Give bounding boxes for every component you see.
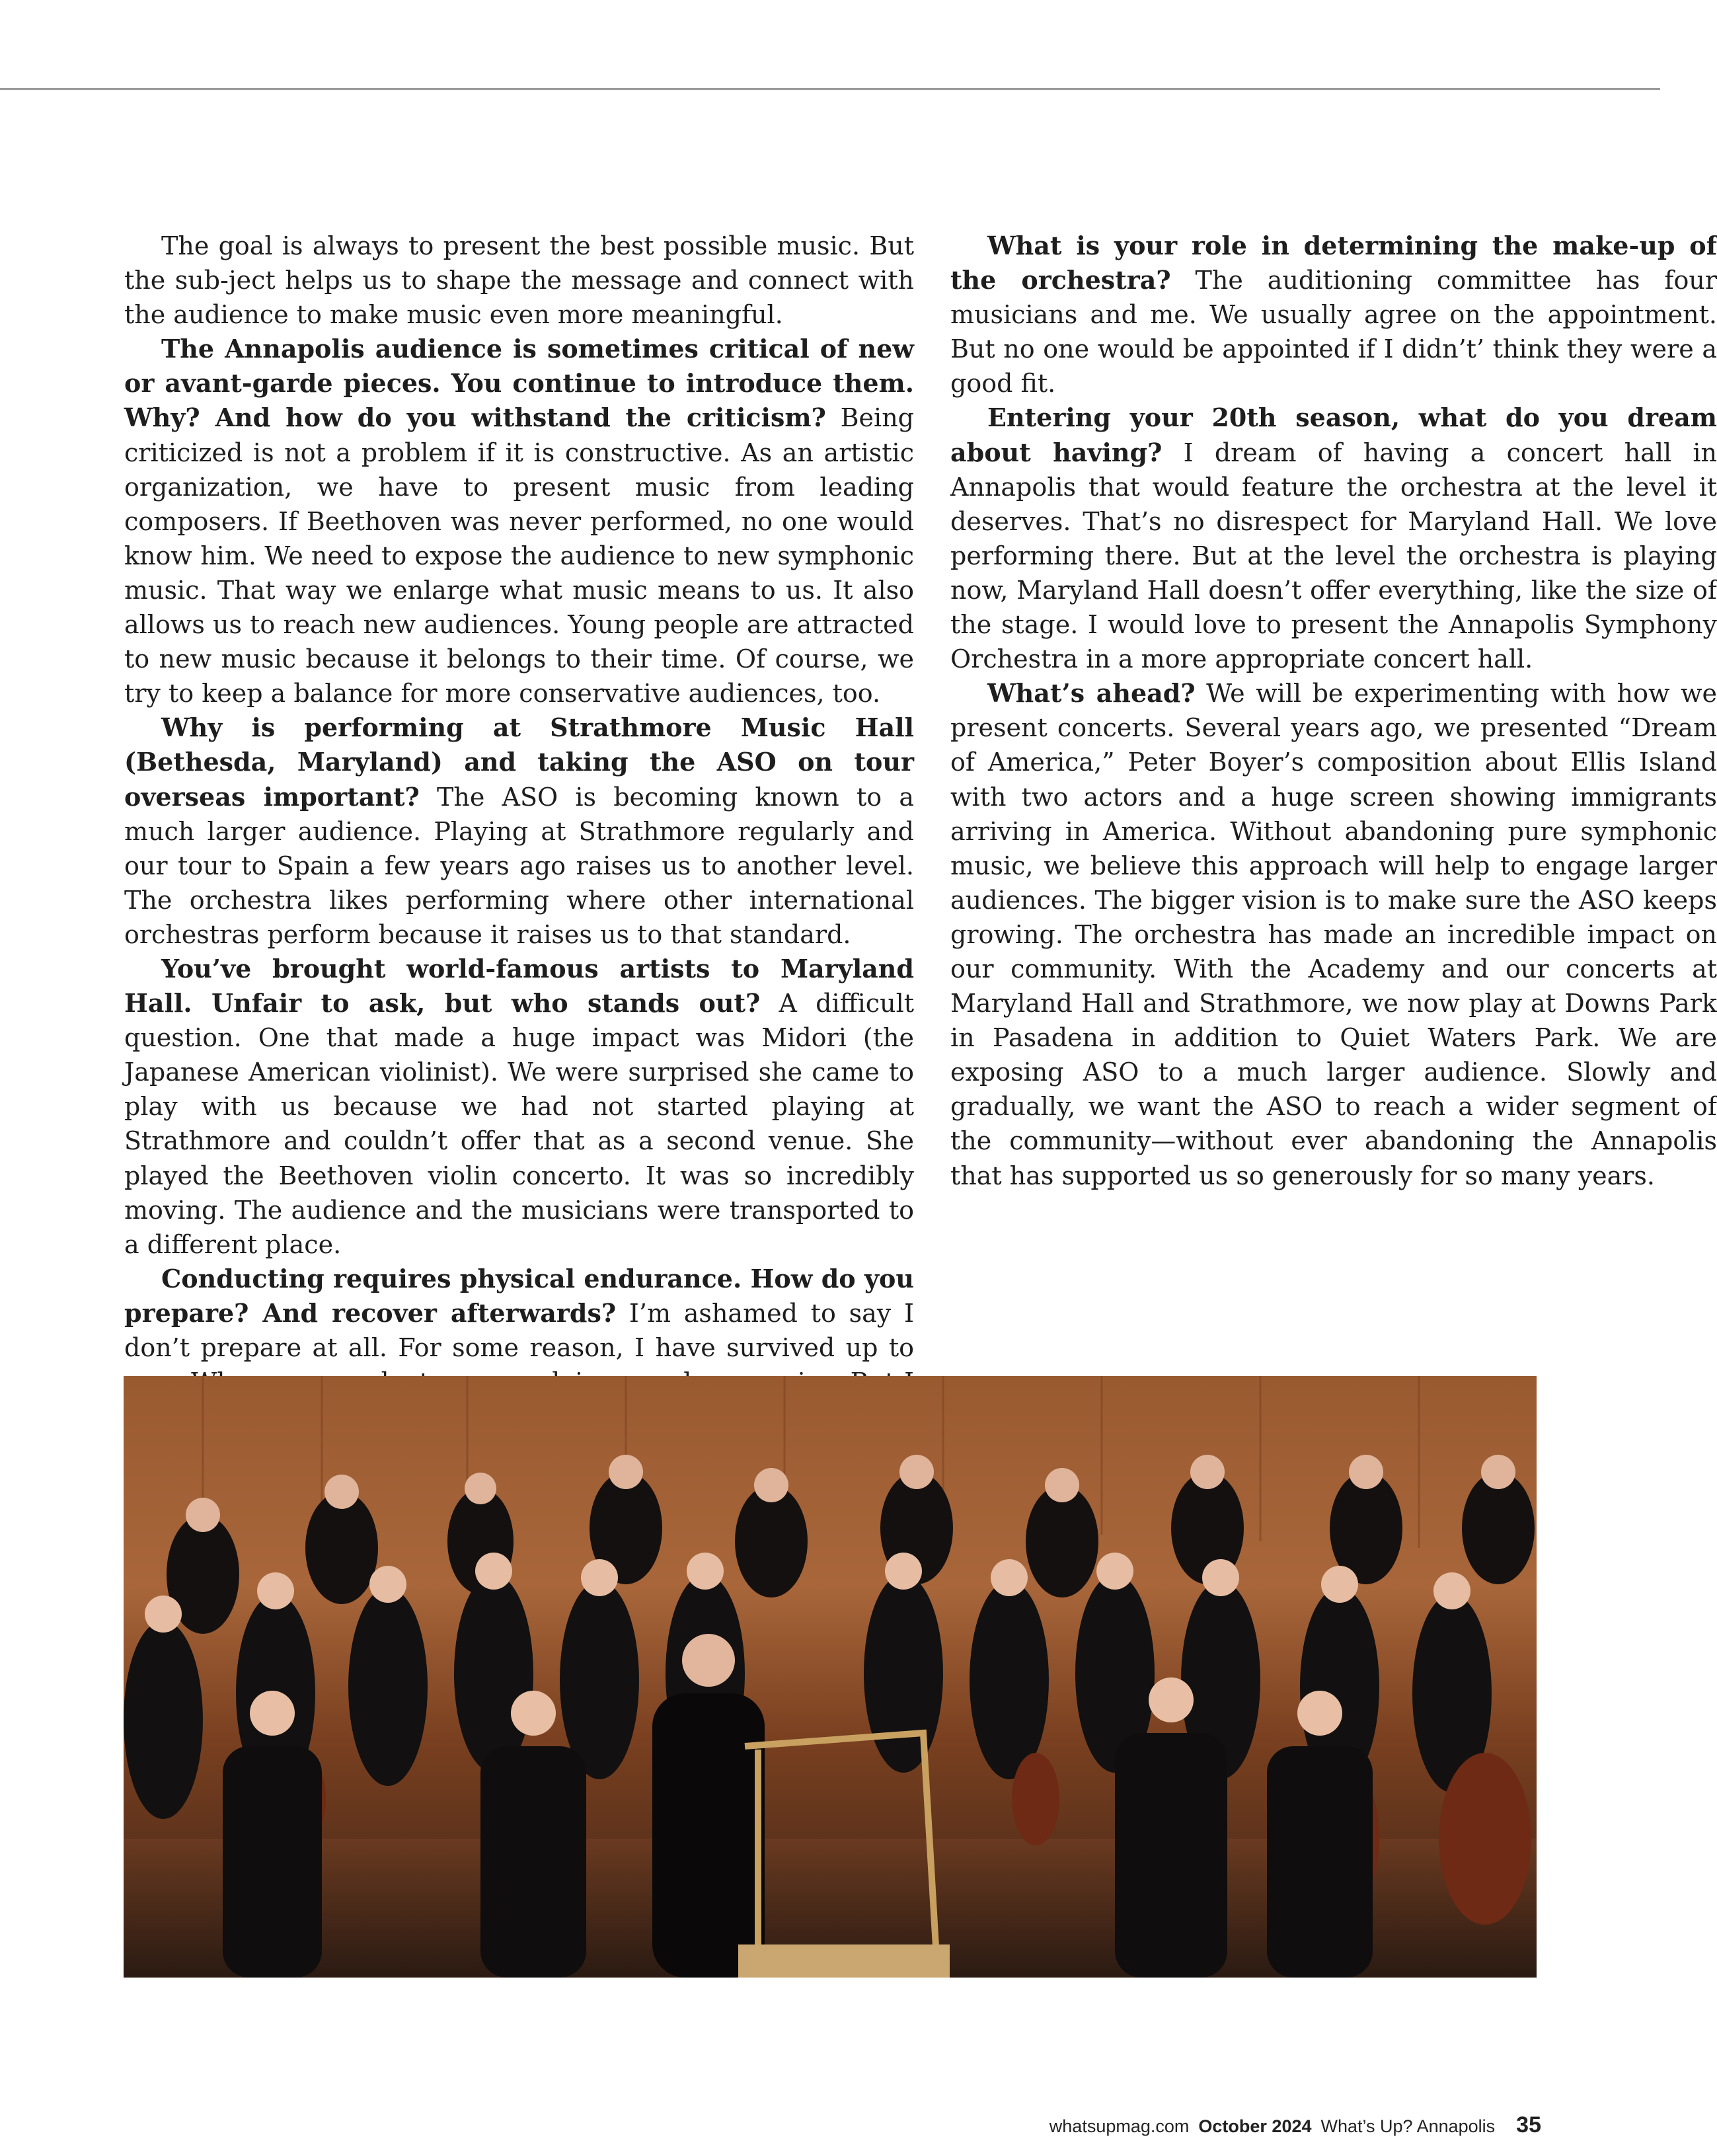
interview-answer: I’m ashamed to say I don’t prepare at all. For some reason, I have survived up to — [124, 1298, 914, 1362]
footer-site: whatsupmag.com — [1049, 2116, 1190, 2136]
interview-answer: We will be experimenting with how we present concerts. Several years ago, we presented “Dream of America,” Peter Boyer’s composition about Ellis Island with two actors and a huge screen showing immigrants arriving in America. Without abandoning pure symphonic music, we believe this approach will help to engage larger audiences. The bigger vision is to make sure the ASO keeps growing. The orchestra has made an incredible impact on our community. With the Academy and our concerts at Maryland Hall and Strathmore, we now play at Downs Park in Pasadena in addition to Quiet Waters Park. We are exposing ASO to a much larger audience. Slowly and gradually, we want the ASO to reach a wider segment of the community—without ever abandoning the Annapolis that has supported us so generously for so many years. — [950, 679, 1717, 1190]
page-footer — [1049, 2112, 1541, 2138]
interview-answer: The goal is always to present the best possible music. But the sub-ject helps us to shape the message and connect with the audience to make music even more meaningful. — [124, 231, 914, 330]
conductor-figure — [652, 1693, 765, 1978]
orchestra-photo — [124, 1376, 1537, 1978]
paragraph — [124, 711, 914, 952]
paragraph — [950, 676, 1717, 1192]
interview-answer: Being criticized is not a problem if it is constructive. As an artistic organization, we have to present music from leading composers. If Beethoven was never performed, no one would know him. We need to expose the audience to new symphonic music. That way we enlarge what music means to us. It also allows us to reach new audiences. Young people are attracted to new music because it belongs to their time. Of course, we try to keep a balance for more conservative audiences, too. — [124, 403, 914, 709]
interview-answer: The ASO is becoming known to a much larger audience. Playing at Strathmore regularly and our tour to Spain a few years ago raises us to another level. The orchestra likes performing where other international orchestras perform because it raises us to that standard. — [124, 782, 914, 949]
interview-question: You’ve brought world-famous artists to Maryland Hall. Unfair to ask, but who stands out? — [124, 953, 914, 1019]
interview-question: Why is performing at Strathmore Music Hall (Bethesda, Maryland) and taking the ASO on tour overseas important? — [124, 712, 914, 812]
interview-answer: I dream of having a concert hall in Annapolis that would feature the orchestra at the level it deserves. That’s no disrespect for Maryland Hall. We love performing there. But at the level the orchestra is playing now, Maryland Hall doesn’t offer everything, like the size of the stage. I would love to present the Annapolis Symphony Orchestra in a more appropriate concert hall. — [950, 438, 1717, 674]
paragraph — [124, 332, 914, 711]
paragraph — [950, 229, 1717, 401]
article-column-right — [950, 229, 1717, 1193]
article-column-left — [124, 229, 914, 1502]
interview-question: Conducting requires physical endurance. How do you prepare? And recover afterwards? — [124, 1263, 914, 1328]
interview-question: The Annapolis audience is sometimes critical of new or avant-garde pieces. You continue to introduce them. Why? And how do you withstand the criticism? — [124, 334, 914, 433]
interview-question: What is your role in determining the make-up of the orchestra? — [950, 231, 1717, 295]
interview-answer: A difficult question. One that made a huge impact was Midori (the Japanese American violinist). We were surprised she came to play with us because we had not started playing at Strathmore and couldn’t offer that as a second venue. She played the Beethoven violin concerto. It was so incredibly moving. The audience and the musicians were transported to a different place. — [124, 989, 914, 1259]
footer-issue-date: October 2024 — [1198, 2116, 1312, 2136]
footer-publication: What’s Up? Annapolis — [1320, 2116, 1496, 2136]
page-number: 35 — [1516, 2112, 1541, 2137]
orchestra-illustration — [124, 1376, 1537, 1978]
paragraph — [124, 952, 914, 1262]
interview-answer: The auditioning committee has four musicians and me. We usually agree on the appointment. But no one would be appointed if I didn’t’ think they were a good fit. — [950, 266, 1717, 399]
paragraph — [124, 229, 914, 332]
interview-question: Entering your 20th season, what do you dream about having? — [950, 403, 1717, 467]
paragraph — [950, 401, 1717, 676]
interview-question: What’s ahead? — [987, 678, 1196, 709]
header-rule — [0, 88, 1660, 90]
